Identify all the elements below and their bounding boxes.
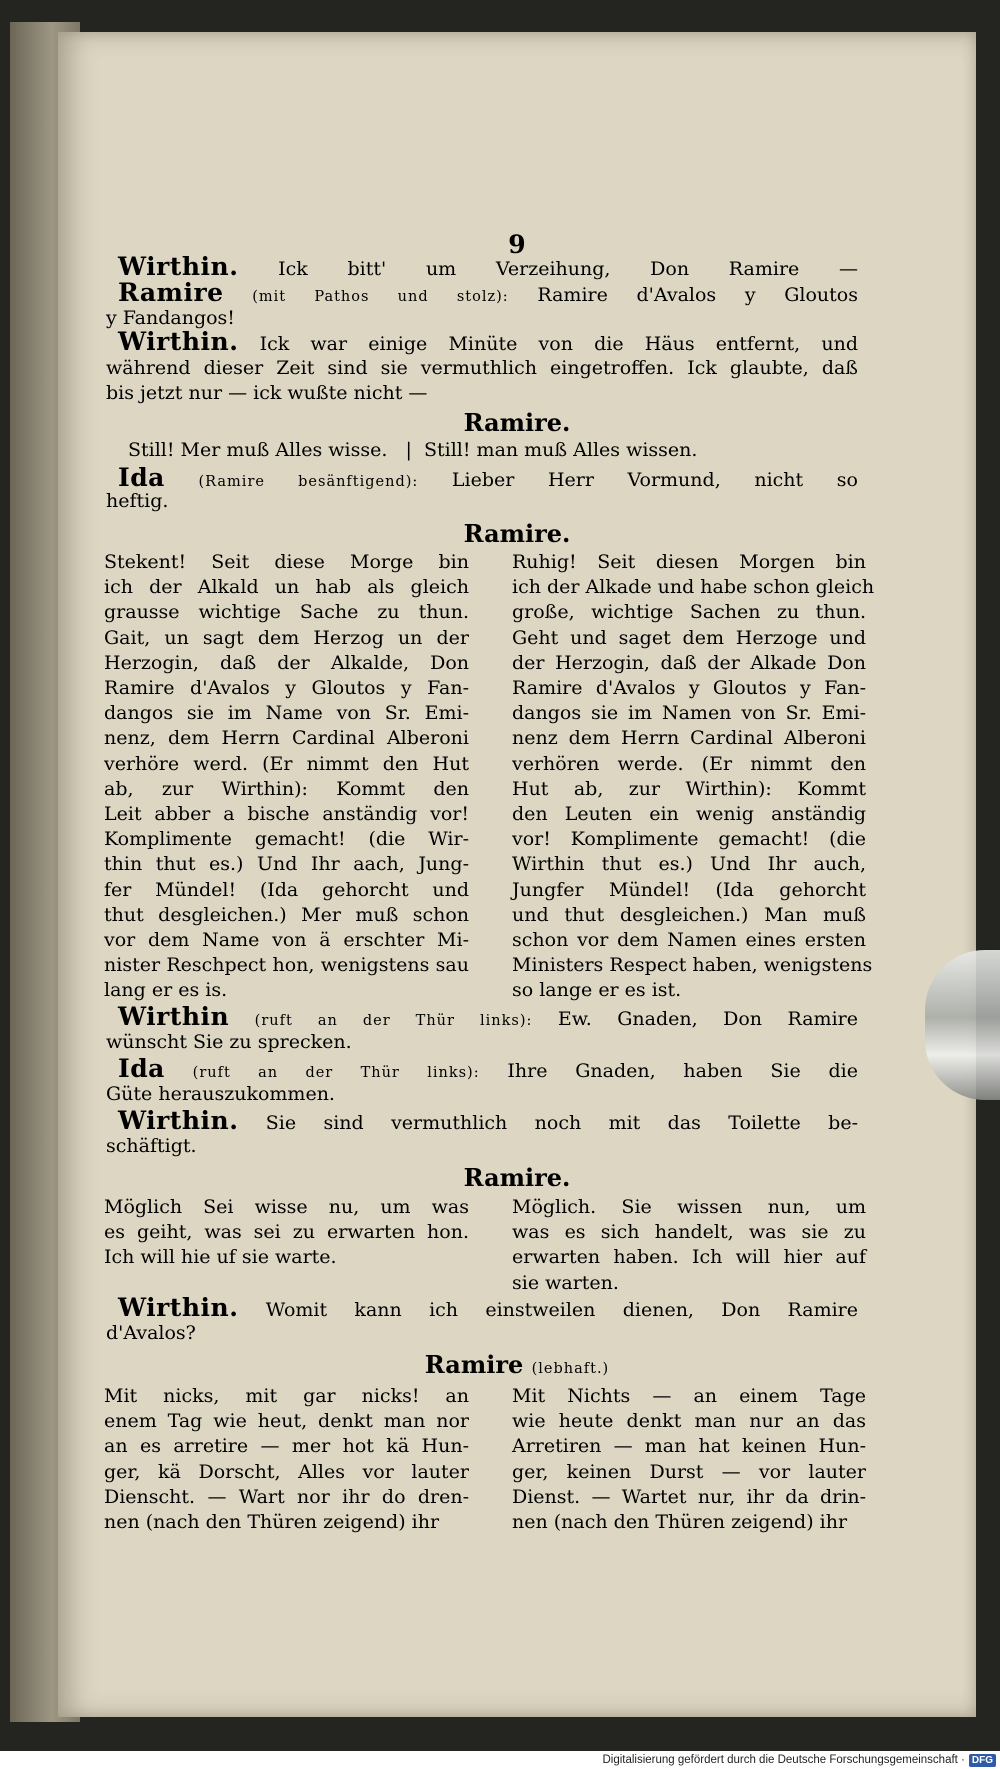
column-line: fer Mündel! (Ida gehorcht und (104, 878, 469, 901)
column-line: nister Reschpect hon, wenigstens sau (104, 954, 469, 977)
column-line: nen (nach den Thüren zeigend) ihr (104, 1511, 440, 1534)
dialogue-line (118, 329, 858, 357)
column-line: Herzogin, daß der Alkalde, Don (104, 651, 469, 674)
column-line: Ich will hie uf sie warte. (104, 1246, 337, 1269)
dialogue-line: während dieser Zeit sind sie vermuthlich eingetroffen. Ick glaubte, daß (106, 357, 858, 379)
dialogue-text: Ew. Gnaden, Don Ramire (557, 1008, 858, 1030)
column-line: Ramire d'Avalos y Gloutos y Fan- (104, 677, 469, 700)
column-line: ab, zur Wirthin): Kommt den (104, 777, 469, 800)
column-line: Ministers Respect haben, wenigstens (512, 954, 873, 977)
column-line: dangos sie im Name von Sr. Emi- (104, 702, 469, 725)
standard-german-column (512, 550, 875, 1004)
dialogue-line: bis jetzt nur — ick wußte nicht — (106, 382, 428, 404)
stage-direction: (ruft an der Thür links): (254, 1013, 533, 1029)
column-line: Jungfer Mündel! (Ida gehorcht (512, 878, 866, 901)
column-line: Arretiren — man hat keinen Hun- (512, 1435, 866, 1458)
column-line: ger, kä Dorscht, Alles vor lauter (104, 1460, 469, 1483)
column-line: so lange er es ist. (512, 979, 682, 1002)
column-line: ich der Alkade und habe schon gleich (512, 576, 875, 599)
book-page (58, 32, 976, 1717)
column-line: nenz, dem Herrn Cardinal Alberoni (104, 727, 469, 750)
column-line: und thut desgleichen.) Man muß (512, 903, 866, 926)
speaker-heading (58, 1350, 976, 1379)
dialogue-line (118, 1108, 858, 1136)
dfg-logo: DFG (969, 1754, 996, 1767)
column-line: dangos sie im Namen von Sr. Emi- (512, 702, 866, 725)
dialogue-text: Ick war einige Minüte von die Häus entfernt, und (259, 333, 858, 355)
dialogue-text: Ihre Gnaden, haben Sie die (507, 1060, 858, 1082)
dialect-column (104, 1195, 469, 1271)
column-line: Geht und saget dem Herzoge und (512, 626, 866, 649)
dialogue-text: Lieber Herr Vormund, nicht so (451, 469, 858, 491)
column-line: vor dem Name von ä erschter Mi- (104, 929, 469, 952)
column-line: grausse wichtige Sache zu thun. (104, 601, 469, 624)
stage-direction: (mit Pathos und stolz): (252, 289, 509, 305)
column-line: erwarten haben. Ich will hier auf (512, 1246, 866, 1269)
page-number: 9 (508, 230, 526, 259)
column-line: Dienscht. — Wart nor ihr do dren- (104, 1485, 469, 1508)
column-line: verhöre werd. (Er nimmt den Hut (104, 752, 469, 775)
column-line: Hut ab, zur Wirthin): Kommt (512, 777, 866, 800)
dialogue-text: Ramire d'Avalos y Gloutos (537, 284, 858, 306)
column-line: sie warten. (512, 1271, 619, 1294)
speaker-heading: Ramire. (463, 1163, 571, 1192)
column-line: den Leuten ein wenig anständig (512, 803, 866, 826)
column-line: der Herzogin, daß der Alkade Don (512, 651, 866, 674)
speaker-name: Wirthin. (118, 1293, 239, 1322)
column-line: nenz dem Herrn Cardinal Alberoni (512, 727, 866, 750)
dialogue-line: heftig. (106, 490, 169, 512)
column-line: nen (nach den Thüren zeigend) ihr (512, 1511, 848, 1534)
standard-german-column (512, 1195, 866, 1296)
speaker-name: Ida (118, 1054, 165, 1083)
speaker-heading: Ramire. (463, 519, 571, 548)
standard-german-column (512, 1384, 866, 1535)
column-line: ich der Alkald un hab als gleich (104, 576, 469, 599)
column-line: wie heute denkt man nur an das (512, 1410, 866, 1433)
column-line: Mit nicks, mit gar nicks! an (104, 1385, 469, 1407)
dialogue-line: Güte herauszukommen. (106, 1083, 335, 1105)
column-line: es geiht, was sei zu erwarten hon. (104, 1221, 469, 1244)
speaker-name: Ida (118, 463, 165, 492)
dialogue-text: Ick bitt' um Verzeihung, Don Ramire — (278, 258, 858, 280)
column-line: schon vor dem Namen eines ersten (512, 929, 866, 952)
column-line: an es arretire — mer hot kä Hun- (104, 1435, 469, 1458)
speaker-name: Ramire (118, 278, 224, 307)
dialogue-text: Womit kann ich einstweilen dienen, Don Ramire (265, 1299, 858, 1321)
speaker-name: Wirthin. (118, 1106, 239, 1135)
column-line: thut desgleichen.) Mer muß schon (104, 903, 469, 926)
column-line: Dienst. — Wartet nur, ihr da drin- (512, 1485, 866, 1508)
dialect-column (104, 1384, 469, 1535)
column-line: Stekent! Seit diese Morge bin (104, 551, 469, 573)
column-line: lang er es is. (104, 979, 228, 1002)
speaker-heading: Ramire. (463, 408, 571, 437)
column-line: enem Tag wie heut, denkt man nor (104, 1410, 469, 1433)
column-line: Möglich. Sie wissen nun, um (512, 1196, 866, 1218)
column-line: Mit Nichts — an einem Tage (512, 1385, 866, 1407)
speaker-name: Wirthin (118, 1002, 230, 1031)
column-line: Möglich Sei wisse nu, um was (104, 1196, 469, 1218)
column-line: Komplimente gemacht! (die Wir- (104, 828, 469, 851)
column-line: ger, keinen Durst — vor lauter (512, 1460, 866, 1483)
stage-direction: (ruft an der Thür links): (192, 1065, 480, 1081)
speaker-name: Wirthin. (118, 252, 239, 281)
footer-text: Digitalisierung gefördert durch die Deutsche Forschungsgemeinschaft · (602, 1754, 965, 1766)
column-line: große, wichtige Sachen zu thun. (512, 601, 866, 624)
column-line: Gait, un sagt dem Herzog un der (104, 626, 469, 649)
dialogue-line: Still! Mer muß Alles wisse. | Still! man muß Alles wissen. (128, 439, 698, 461)
column-line: Wirthin thut es.) Und Ihr auch, (512, 853, 866, 876)
column-line: vor! Komplimente gemacht! (die (512, 828, 866, 851)
dialogue-line: d'Avalos? (106, 1322, 196, 1344)
dialect-column (104, 550, 469, 1004)
dialogue-line: schäftigt. (106, 1135, 197, 1157)
dialogue-text: Sie sind vermuthlich noch mit das Toilette be- (265, 1112, 858, 1134)
dialogue-line (118, 254, 858, 282)
column-line: Ramire d'Avalos y Gloutos y Fan- (512, 677, 866, 700)
digitization-footer (0, 1751, 1000, 1769)
column-line: was es sich handelt, was sie zu (512, 1221, 866, 1244)
dialogue-line (118, 1295, 858, 1323)
stage-direction: (Ramire besänftigend): (198, 474, 419, 490)
column-line: verhören werde. (Er nimmt den (512, 752, 866, 775)
dialogue-text: y Fandangos! (106, 307, 235, 329)
column-line: Ruhig! Seit diesen Morgen bin (512, 551, 866, 573)
stage-direction: (lebhaft.) (531, 1361, 610, 1377)
dialogue-line: wünscht Sie zu sprecken. (106, 1031, 352, 1053)
column-line: Leit abber a bische anständig vor! (104, 803, 469, 826)
speaker-name: Ramire (424, 1350, 524, 1379)
speaker-name: Wirthin. (118, 327, 239, 356)
column-line: thin thut es.) Und Ihr aach, Jung- (104, 853, 469, 876)
